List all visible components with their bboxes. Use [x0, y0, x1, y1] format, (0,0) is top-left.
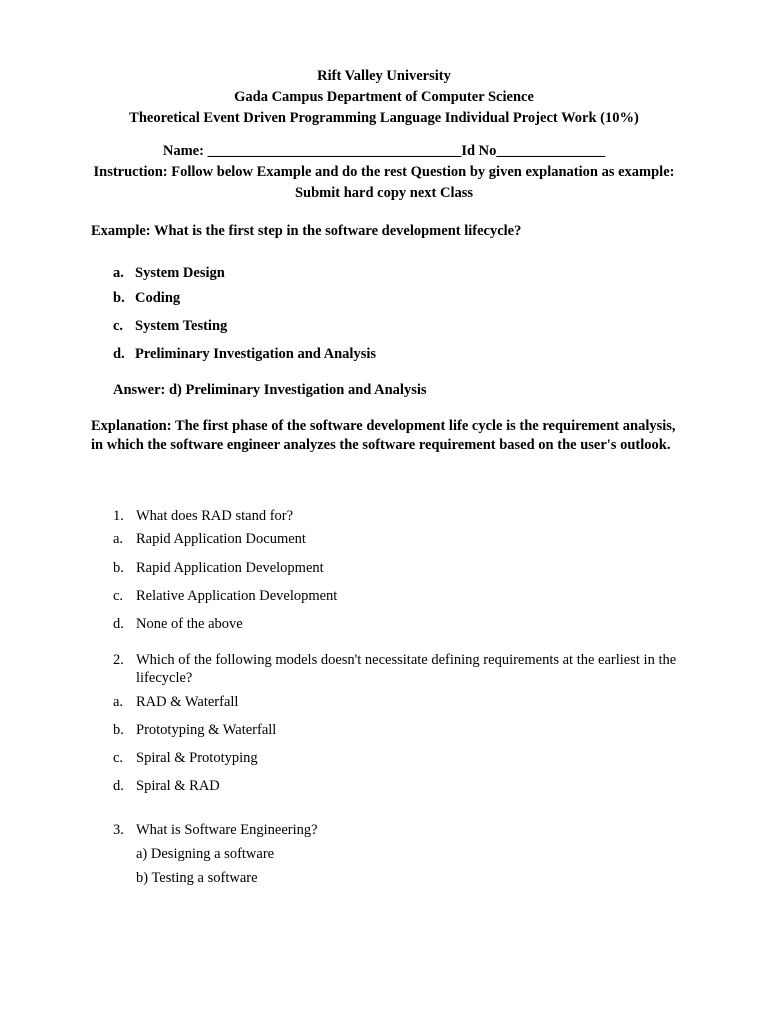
option-label: c. [113, 588, 124, 604]
option-label: d. [113, 616, 124, 632]
course-title: Theoretical Event Driven Programming Language Individual Project Work (10%) [129, 110, 639, 126]
question-text: What does RAD stand for? [136, 508, 294, 524]
option-label: a. [113, 531, 124, 547]
option-text: Relative Application Development [136, 588, 338, 604]
example-answer: Answer: d) Preliminary Investigation and Analysis [113, 382, 427, 398]
question-text: What is Software Engineering? [136, 822, 318, 838]
option-text: Coding [135, 290, 181, 306]
example-question: Example: What is the first step in the software development lifecycle? [91, 223, 522, 239]
option-label: d. [113, 346, 125, 362]
option-label: b. [113, 560, 124, 576]
option-label: a. [113, 694, 124, 710]
instruction-text: Instruction: Follow below Example and do the rest Question by given explanation as example: [93, 164, 675, 180]
example-explanation-line2: in which the software engineer analyzes the software requirement based on the user's outlook. [91, 437, 671, 453]
question-text: Which of the following models doesn't necessitate defining requirements at the earliest in the [136, 652, 677, 668]
question-number: 2. [113, 652, 124, 668]
option-text: Rapid Application Document [136, 531, 306, 547]
university-title: Rift Valley University [317, 68, 451, 84]
option-text: System Testing [135, 318, 228, 334]
question-number: 1. [113, 508, 124, 524]
option-text: RAD & Waterfall [136, 694, 239, 710]
option-text: a) Designing a software [136, 846, 275, 862]
option-label: c. [113, 750, 124, 766]
option-text: System Design [135, 265, 225, 281]
option-text: None of the above [136, 616, 243, 632]
department-title: Gada Campus Department of Computer Science [234, 89, 534, 105]
option-text: Spiral & RAD [136, 778, 220, 794]
question-text-continued: lifecycle? [136, 670, 193, 686]
option-text: Preliminary Investigation and Analysis [135, 346, 377, 362]
option-text: b) Testing a software [136, 870, 258, 886]
option-label: a. [113, 265, 124, 281]
option-text: Rapid Application Development [136, 560, 324, 576]
option-label: c. [113, 318, 124, 334]
submit-text: Submit hard copy next Class [294, 185, 474, 201]
question-number: 3. [113, 822, 124, 838]
option-text: Spiral & Prototyping [136, 750, 258, 766]
option-label: b. [113, 290, 125, 306]
option-label: d. [113, 778, 124, 794]
option-label: b. [113, 722, 124, 738]
name-id-line: Name: ___________________________________Id No_______________ [162, 143, 606, 159]
option-text: Prototyping & Waterfall [136, 722, 277, 738]
example-explanation-line1: Explanation: The first phase of the software development life cycle is the requirement analysis, [91, 418, 676, 434]
